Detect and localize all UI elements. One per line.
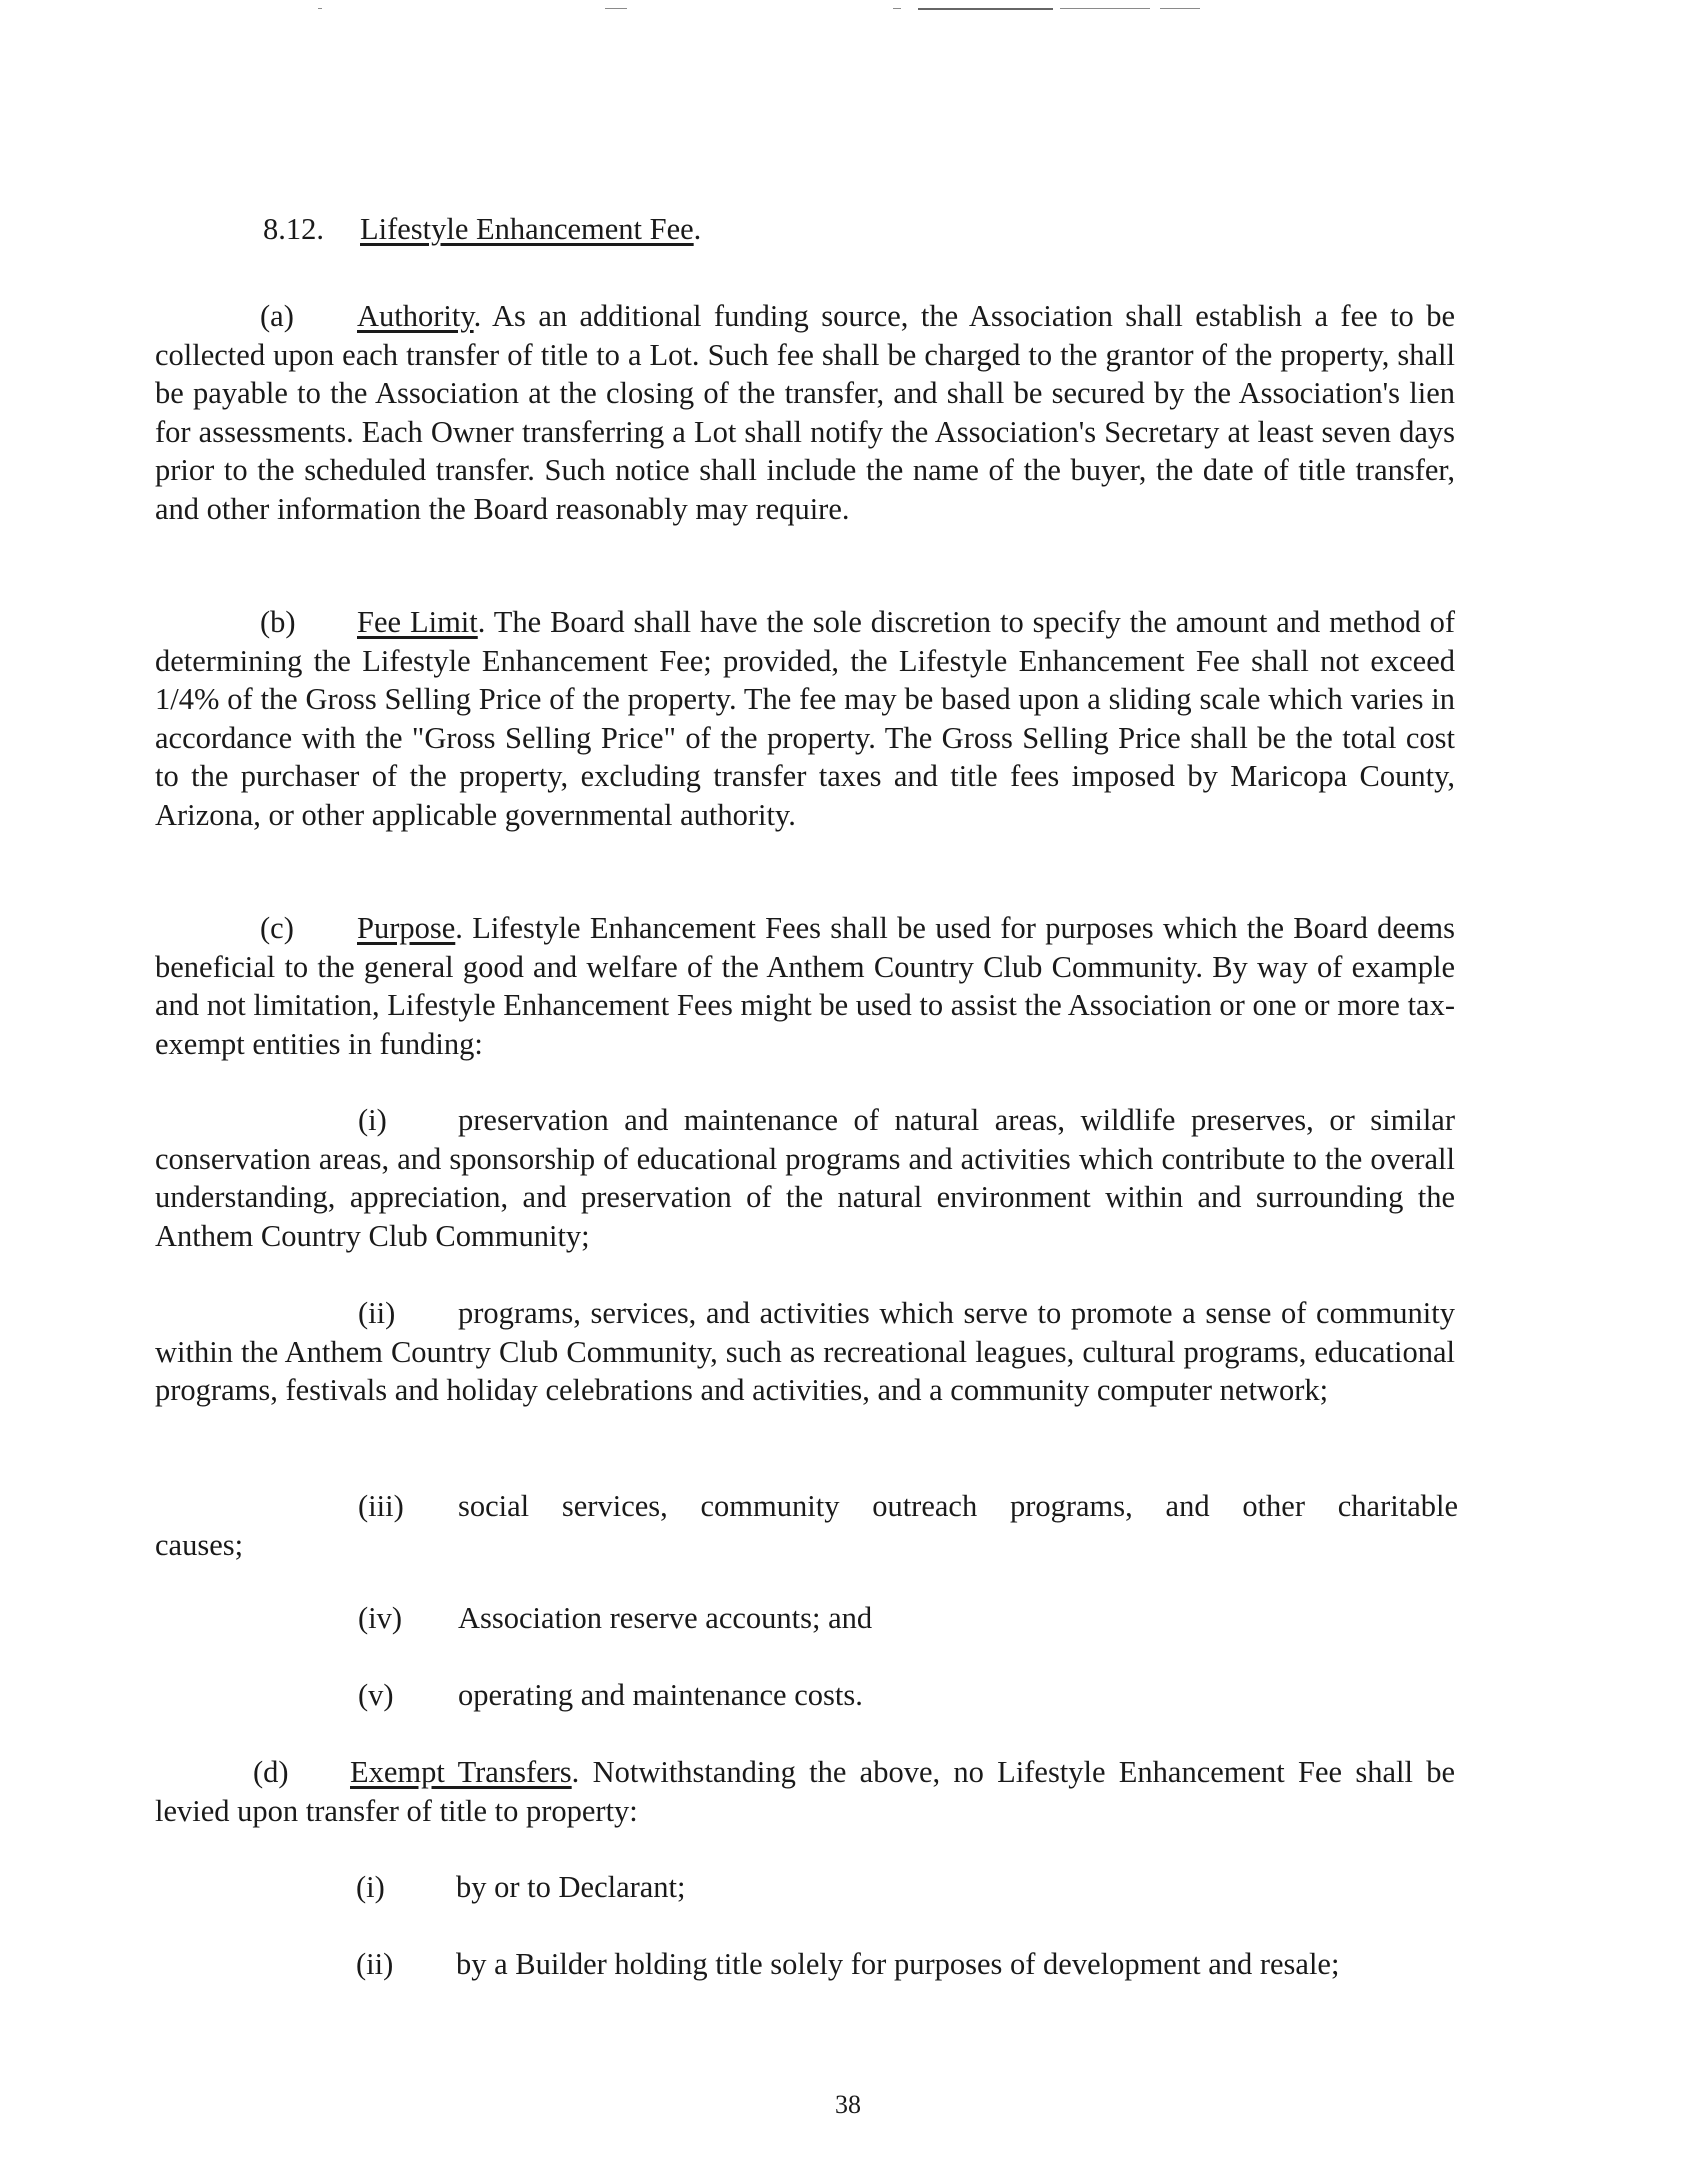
item-c-v-text: operating and maintenance costs. (458, 1678, 863, 1712)
paragraph-d-text: Notwithstanding the above, no Lifestyle Enhancement Fee shall be levied upon transfer of title to property: (155, 1755, 1455, 1828)
item-c-iv-text: Association reserve accounts; and (458, 1601, 873, 1635)
paragraph-a-text: As an additional funding source, the Association shall establish a fee to be collected upon each transfer of title to a Lot. Such fee shall be charged to the grantor of the property, shall be payable to the Association at the closing of the transfer, and shall be secured by the Association's lien for assessments. Each Owner transferring a Lot shall notify the Association's Secretary at least seven days prior to the scheduled transfer. Such notice shall include the name of the buyer, the date of title transfer, and other information the Board reasonably may require. (155, 299, 1456, 526)
paragraph-d-label: (d) (253, 1755, 289, 1789)
page-number: 38 (835, 2090, 861, 2119)
paragraph-c: (c) Purpose. Lifestyle Enhancement Fees shall be used for purposes which the Board deems beneficial to the general good and welfare of the Anthem Country Club Community. By way of example and not limitation, Lifestyle Enhancement Fees might be used to assist the Association or one or more tax-exempt entities in funding: (155, 911, 1456, 1061)
item-c-v-label: (v) (358, 1678, 394, 1712)
paragraph-c-text: Lifestyle Enhancement Fees shall be used for purposes which the Board deems beneficial to the general good and welfare of the Anthem Country Club Community. By way of example and not limitation, Lifestyle Enhancement Fees might be used to assist the Association or one or more tax-exempt entities in funding: (155, 911, 1456, 1061)
item-c-iii-continuation: causes; (155, 1528, 244, 1562)
item-c-iii-label: (iii) (358, 1489, 404, 1523)
scan-artifact-marks (0, 8, 1696, 14)
item-c-iv-label: (iv) (358, 1601, 403, 1635)
item-d-i-text: by or to Declarant; (456, 1870, 686, 1904)
section-heading: 8.12. Lifestyle Enhancement Fee. (263, 210, 701, 249)
paragraph-c-label: (c) (260, 911, 294, 945)
paragraph-b: (b) Fee Limit. The Board shall have the sole discretion to specify the amount and method of determining the Lifestyle Enhancement Fee; provided, the Lifestyle Enhancement Fee shall not exceed 1/4% of the Gross Selling Price of the property. The fee may be based upon a sliding scale which varies in accordance with the "Gross Selling Price" of the property. The Gross Selling Price shall be the total cost to the purchaser of the property, excluding transfer taxes and title fees imposed by Maricopa County, Arizona, or other applicable governmental authority. (155, 605, 1455, 832)
paragraph-a: (a) Authority. As an additional funding source, the Association shall establish a fee to be collected upon each transfer of title to a Lot. Such fee shall be charged to the grantor of the property, shall be payable to the Association at the closing of the transfer, and shall be secured by the Association's lien for assessments. Each Owner transferring a Lot shall notify the Association's Secretary at least seven days prior to the scheduled transfer. Such notice shall include the name of the buyer, the date of title transfer, and other information the Board reasonably may require. (155, 299, 1456, 526)
item-c-i-text: preservation and maintenance of natural areas, wildlife preserves, or similar conservation areas, and sponsorship of educational programs and activities which contribute to the overall understanding, appreciation, and preservation of the natural environment within and surrounding the Anthem Country Club Community; (155, 1103, 1455, 1253)
item-c-iii-text: social services, community outreach programs, and other charitable (458, 1489, 1458, 1523)
item-d-i-label: (i) (356, 1870, 385, 1904)
paragraph-b-text: The Board shall have the sole discretion to specify the amount and method of determining the Lifestyle Enhancement Fee; provided, the Lifestyle Enhancement Fee shall not exceed 1/4% of the Gross Selling Price of the property. The fee may be based upon a sliding scale which varies in accordance with the "Gross Selling Price" of the property. The Gross Selling Price shall be the total cost to the purchaser of the property, excluding transfer taxes and title fees imposed by Maricopa County, Arizona, or other applicable governmental authority. (155, 605, 1455, 832)
item-c-ii-text: programs, services, and activities which serve to promote a sense of community within the Anthem Country Club Community, such as recreational leagues, cultural programs, educational programs, festivals and holiday celebrations and activities, and a community computer network; (155, 1296, 1455, 1407)
paragraph-c-heading: Purpose (357, 911, 456, 945)
item-c-ii-label: (ii) (358, 1296, 396, 1330)
paragraph-a-label: (a) (260, 299, 294, 333)
item-d-ii-label: (ii) (356, 1947, 394, 1981)
list-item (155, 1294, 1455, 1410)
item-c-i-label: (i) (358, 1103, 387, 1137)
item-d-ii-text: by a Builder holding title solely for purposes of development and resale; (456, 1947, 1340, 1981)
paragraph-b-label: (b) (260, 605, 296, 639)
paragraph-d: (d) Exempt Transfers. Notwithstanding the above, no Lifestyle Enhancement Fee shall be levied upon transfer of title to property: (155, 1755, 1455, 1828)
paragraph-b-heading: Fee Limit (357, 605, 478, 639)
section-number: 8.12. (263, 212, 324, 246)
paragraph-d-heading: Exempt Transfers (350, 1755, 572, 1789)
list-item (155, 1101, 1455, 1255)
paragraph-a-heading: Authority (357, 299, 474, 333)
section-title: Lifestyle Enhancement Fee (360, 212, 694, 246)
